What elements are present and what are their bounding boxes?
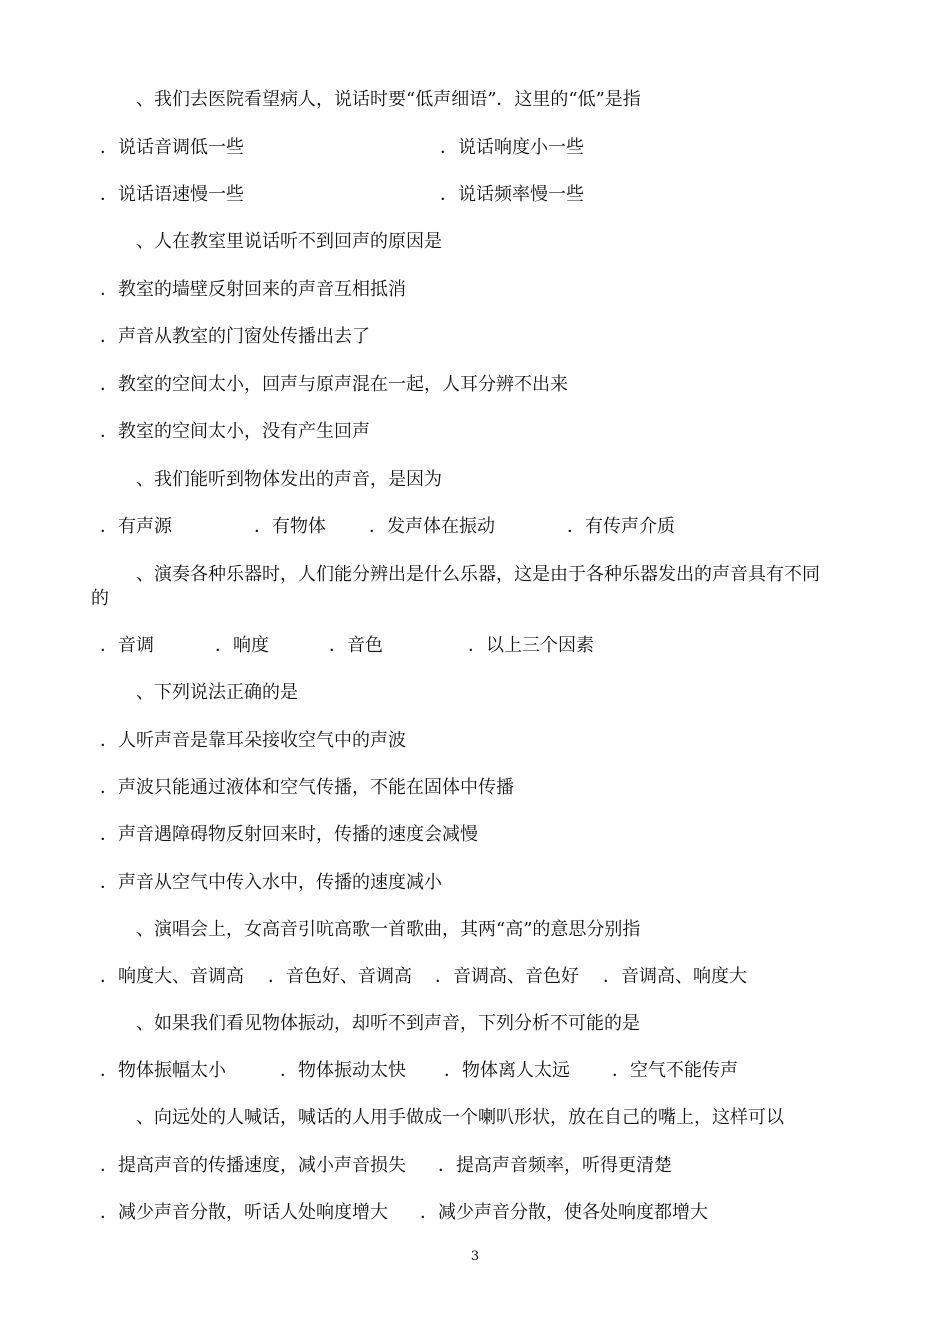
question-1-option-c: ．说话语速慢一些 xyxy=(100,184,244,205)
question-8-option-d: ．减少声音分散，使各处响度都增大 xyxy=(420,1202,708,1223)
question-3-stem: 、我们能听到物体发出的声音，是因为 xyxy=(136,469,442,490)
question-3-option-a: ．有声源 xyxy=(100,516,172,537)
question-4-option-b: ．响度 xyxy=(215,635,269,656)
question-4-stem-continued: 的 xyxy=(91,588,109,609)
question-2-option-b: ．声音从教室的门窗处传播出去了 xyxy=(100,326,370,347)
question-2-option-d: ．教室的空间太小，没有产生回声 xyxy=(100,421,370,442)
question-2-stem: 、人在教室里说话听不到回声的原因是 xyxy=(136,231,442,252)
question-4-option-a: ．音调 xyxy=(100,635,154,656)
question-2-option-c: ．教室的空间太小，回声与原声混在一起，人耳分辨不出来 xyxy=(100,374,568,395)
question-5-option-b: ．声波只能通过液体和空气传播，不能在固体中传播 xyxy=(100,777,514,798)
question-3-option-b: ．有物体 xyxy=(254,516,326,537)
question-4-option-d: ．以上三个因素 xyxy=(468,635,594,656)
question-5-stem: 、下列说法正确的是 xyxy=(136,682,298,703)
question-8-option-c: ．减少声音分散，听话人处响度增大 xyxy=(100,1202,388,1223)
question-7-option-c: ．物体离人太远 xyxy=(444,1060,570,1081)
page-number: 3 xyxy=(470,1249,480,1264)
question-7-option-d: ．空气不能传声 xyxy=(612,1060,738,1081)
question-6-option-b: ．音色好、音调高 xyxy=(268,966,412,987)
question-1-option-b: ．说话响度小一些 xyxy=(440,137,584,158)
question-6-stem: 、演唱会上，女高音引吭高歌一首歌曲，其两“高”的意思分别指 xyxy=(136,919,641,940)
question-2-option-a: ．教室的墙壁反射回来的声音互相抵消 xyxy=(100,279,406,300)
question-6-option-a: ．响度大、音调高 xyxy=(100,966,244,987)
question-1-option-d: ．说话频率慢一些 xyxy=(440,184,584,205)
question-8-option-a: ．提高声音的传播速度，减小声音损失 xyxy=(100,1155,406,1176)
question-3-option-c: ．发声体在振动 xyxy=(369,516,495,537)
question-3-option-d: ．有传声介质 xyxy=(567,516,675,537)
question-5-option-a: ．人听声音是靠耳朵接收空气中的声波 xyxy=(100,730,406,751)
question-5-option-d: ．声音从空气中传入水中，传播的速度减小 xyxy=(100,872,442,893)
question-8-stem: 、向远处的人喊话，喊话的人用手做成一个喇叭形状，放在自己的嘴上，这样可以 xyxy=(136,1107,784,1128)
question-7-option-a: ．物体振幅太小 xyxy=(100,1060,226,1081)
question-4-option-c: ．音色 xyxy=(329,635,383,656)
question-1-stem: 、我们去医院看望病人，说话时要“低声细语”．这里的“低”是指 xyxy=(136,89,641,110)
question-5-option-c: ．声音遇障碍物反射回来时，传播的速度会减慢 xyxy=(100,824,478,845)
question-1-option-a: ．说话音调低一些 xyxy=(100,137,244,158)
question-8-option-b: ．提高声音频率，听得更清楚 xyxy=(438,1155,672,1176)
question-6-option-c: ．音调高、音色好 xyxy=(435,966,579,987)
question-4-stem: 、演奏各种乐器时，人们能分辨出是什么乐器，这是由于各种乐器发出的声音具有不同 xyxy=(136,564,820,585)
question-7-stem: 、如果我们看见物体振动，却听不到声音，下列分析不可能的是 xyxy=(136,1013,640,1034)
question-6-option-d: ．音调高、响度大 xyxy=(603,966,747,987)
question-7-option-b: ．物体振动太快 xyxy=(280,1060,406,1081)
